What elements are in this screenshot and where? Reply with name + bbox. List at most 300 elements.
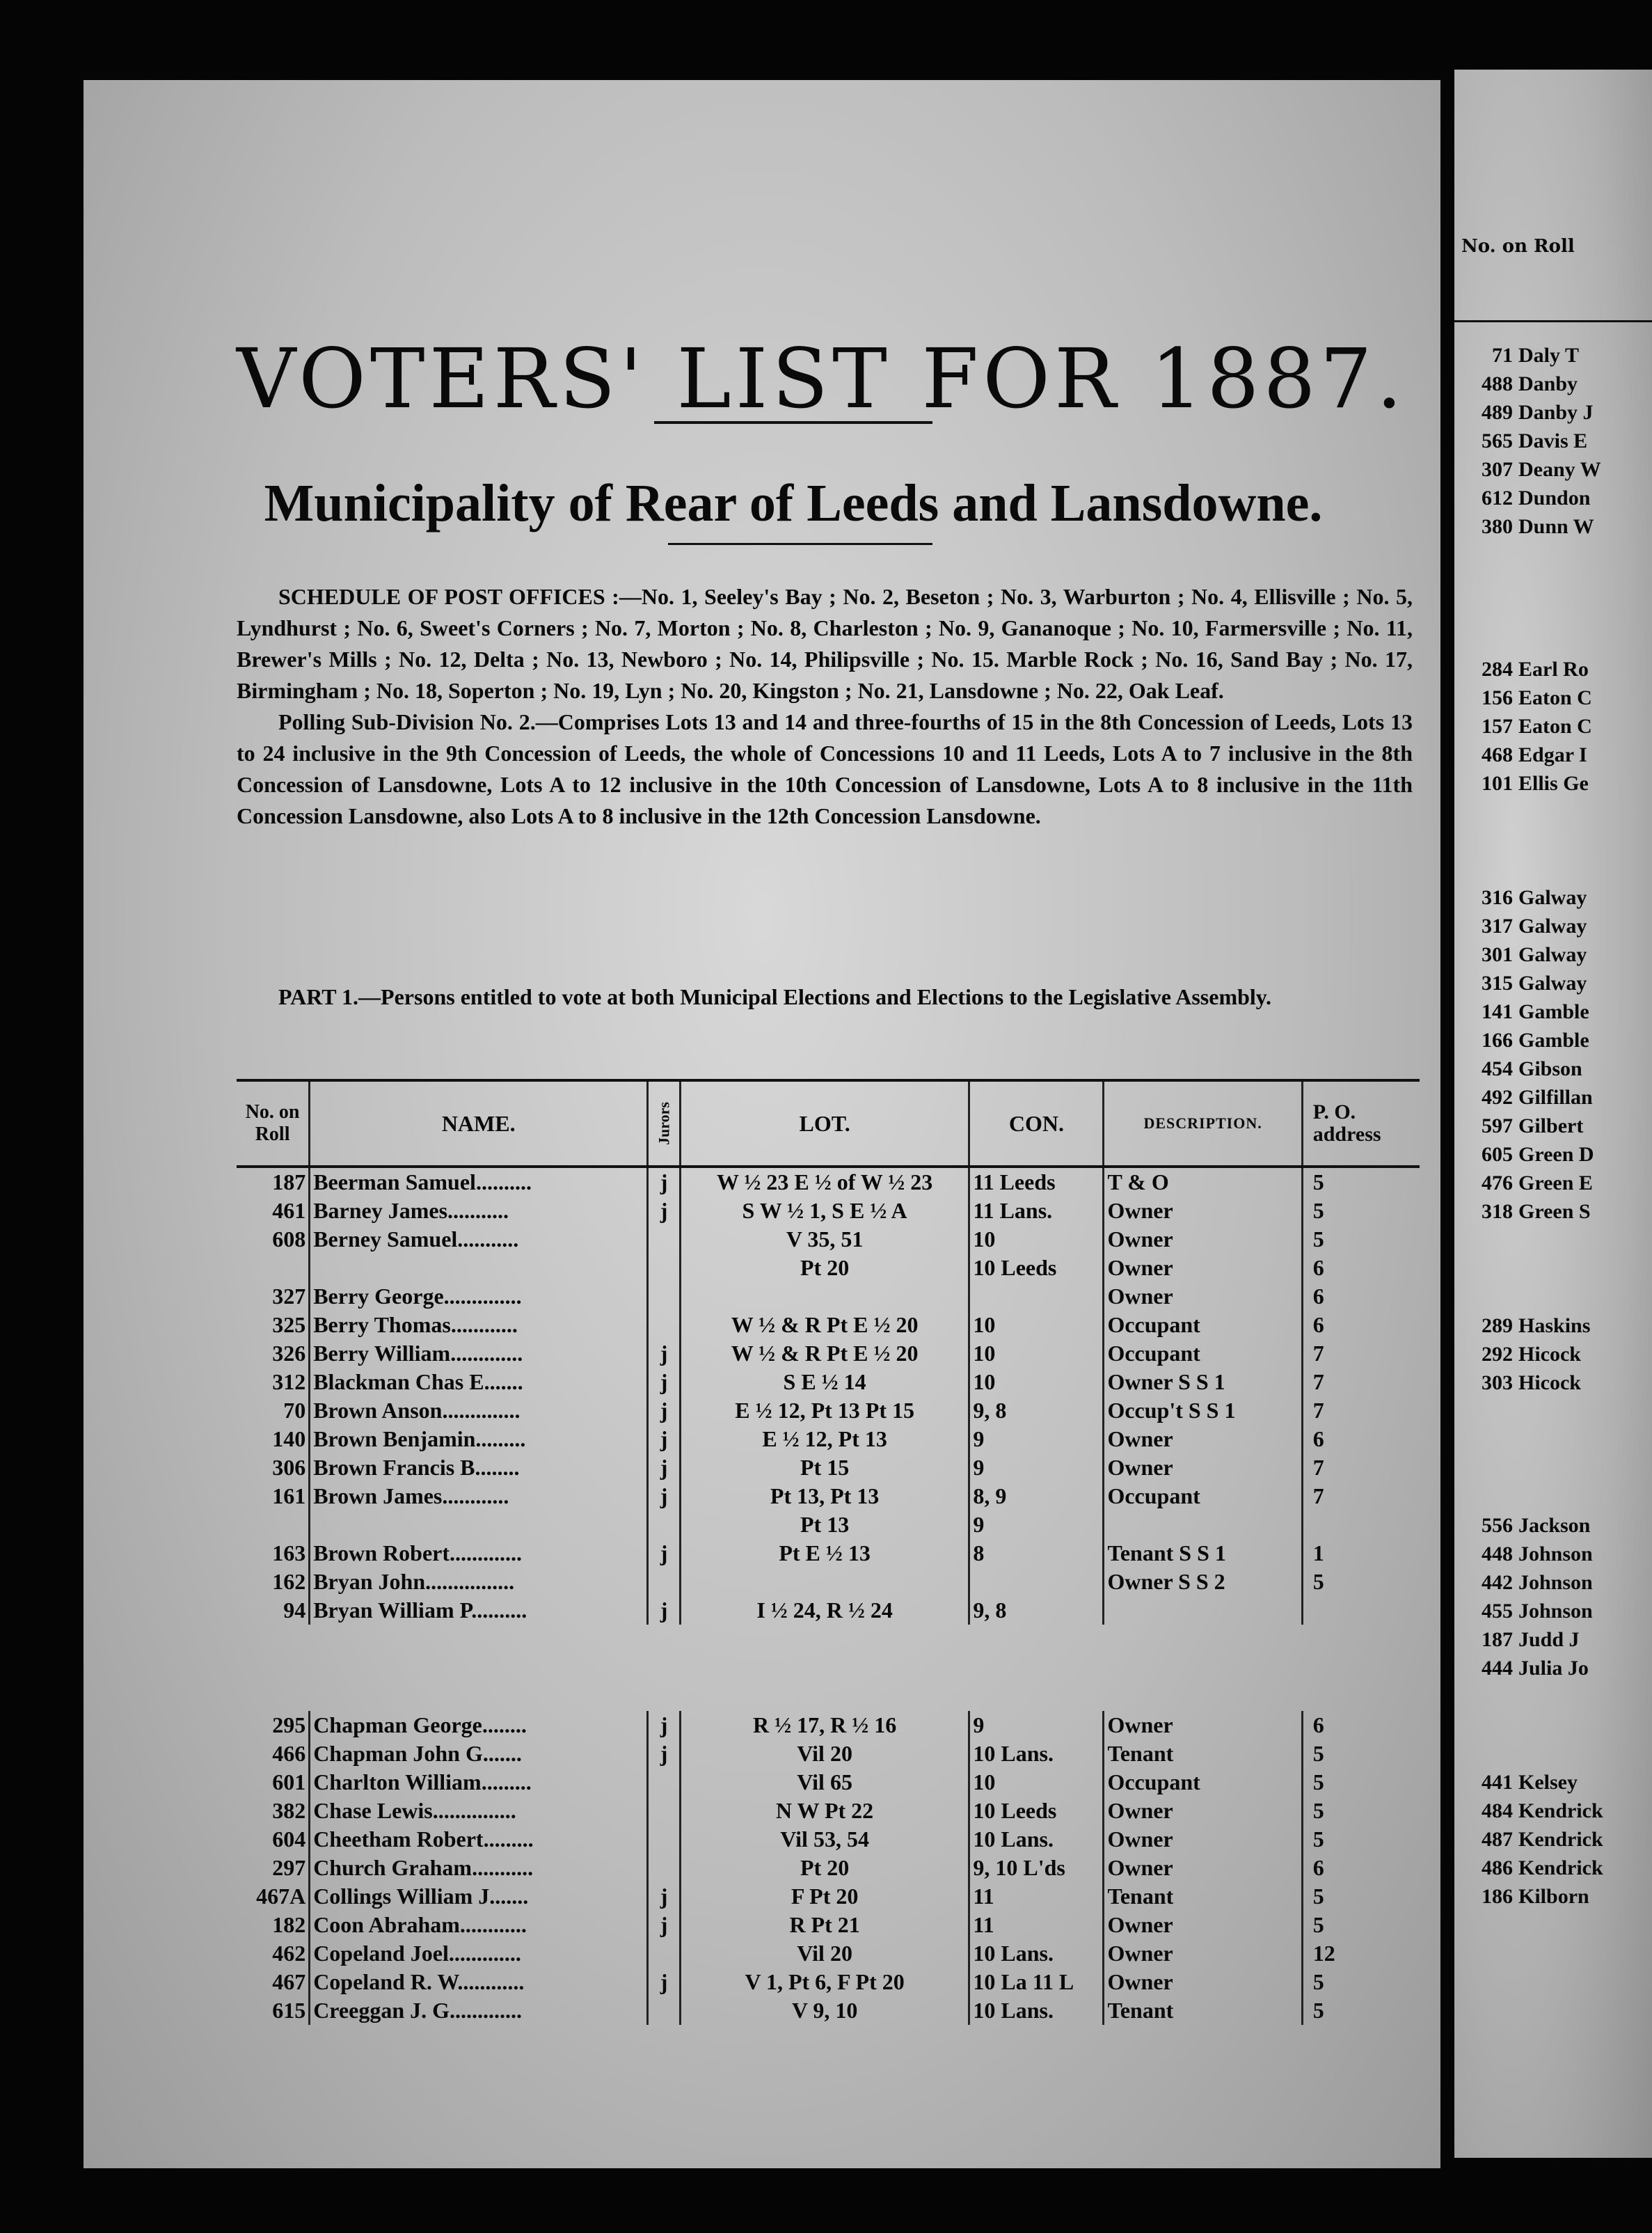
right-roll-cell: 448 [1482, 1542, 1513, 1565]
po-cell: 6 [1302, 1854, 1420, 1882]
con-cell: 10 Lans. [969, 1939, 1104, 1968]
right-roll-cell: 488 [1482, 372, 1513, 395]
right-table-row [1454, 1112, 1606, 1140]
right-roll-cell: 441 [1482, 1770, 1513, 1794]
right-name-cell: Green S [1518, 1199, 1591, 1223]
po-cell: 5 [1302, 1225, 1420, 1254]
roll-cell: 163 [272, 1540, 306, 1565]
gap-cell [1454, 626, 1606, 655]
right-name-cell: Julia Jo [1518, 1656, 1589, 1680]
right-table-row [1454, 370, 1606, 398]
description-cell: Owner S S 2 [1104, 1568, 1302, 1596]
description-cell: T & O [1104, 1167, 1302, 1197]
po-cell: 5 [1302, 1996, 1420, 2025]
con-cell [969, 1282, 1104, 1311]
right-roll-cell: 186 [1482, 1884, 1513, 1908]
right-table-row [1454, 455, 1606, 484]
roll-cell: 94 [283, 1597, 306, 1623]
right-name-cell: Dundon [1518, 486, 1591, 510]
description-cell: Owner [1104, 1911, 1302, 1939]
right-name-cell: Hicock [1518, 1342, 1581, 1366]
right-table-row [1454, 484, 1606, 512]
description-cell: Occupant [1104, 1482, 1302, 1510]
juror-cell: j [648, 1425, 681, 1453]
page-title: VOTERS' LIST FOR 1887. [237, 331, 1407, 427]
lot-cell: Pt 13 [680, 1510, 969, 1539]
right-name-cell: Daly T [1518, 343, 1579, 367]
right-roll-cell: 476 [1482, 1171, 1513, 1194]
right-gap-row [1454, 1254, 1606, 1283]
table-row [237, 1282, 1420, 1311]
po-cell: 12 [1302, 1939, 1420, 1968]
right-name-cell: Davis E [1518, 429, 1588, 452]
description-cell [1104, 1510, 1302, 1539]
description-cell: Owner [1104, 1854, 1302, 1882]
roll-cell [237, 1510, 310, 1539]
roll-cell: 615 [272, 1998, 306, 2023]
lot-cell: N W Pt 22 [680, 1797, 969, 1825]
title-divider [654, 421, 932, 424]
roll-cell: 601 [272, 1769, 306, 1794]
name-cell: Coon Abraham............ [310, 1911, 648, 1939]
lot-cell: Pt E ½ 13 [680, 1539, 969, 1568]
po-cell: 6 [1302, 1425, 1420, 1453]
right-name-cell: Gamble [1518, 1000, 1589, 1023]
juror-cell [648, 1825, 681, 1854]
po-cell: 5 [1302, 1768, 1420, 1797]
lot-cell: E ½ 12, Pt 13 [680, 1425, 969, 1453]
lot-cell: S E ½ 14 [680, 1368, 969, 1396]
right-roll-cell: 156 [1482, 686, 1513, 709]
name-cell: Berney Samuel........... [310, 1225, 648, 1254]
description-cell: Owner [1104, 1254, 1302, 1282]
lot-cell: I ½ 24, R ½ 24 [680, 1596, 969, 1625]
juror-cell: j [648, 1167, 681, 1197]
roll-cell: 162 [272, 1569, 306, 1594]
juror-cell: j [648, 1711, 681, 1739]
right-name-cell: Kilborn [1518, 1884, 1589, 1908]
gap-cell [1454, 826, 1606, 855]
right-gap-row [1454, 1226, 1606, 1254]
right-table-row [1454, 769, 1606, 798]
right-table-row [1454, 712, 1606, 741]
right-name-cell: Gilbert [1518, 1114, 1584, 1137]
name-cell [310, 1510, 648, 1539]
header-po-address: P. O. address [1302, 1080, 1420, 1167]
right-table-row [1454, 1511, 1606, 1540]
right-gap-row [1454, 855, 1606, 883]
roll-cell: 466 [272, 1741, 306, 1766]
roll-cell: 187 [272, 1169, 306, 1194]
name-cell: Beerman Samuel.......... [310, 1167, 648, 1197]
lot-cell: Pt 15 [680, 1453, 969, 1482]
po-cell: 6 [1302, 1711, 1420, 1739]
lot-cell: R ½ 17, R ½ 16 [680, 1711, 969, 1739]
con-cell: 11 [969, 1911, 1104, 1939]
right-table-row [1454, 1654, 1606, 1682]
right-name-cell: Kelsey [1518, 1770, 1578, 1794]
description-cell: Tenant S S 1 [1104, 1539, 1302, 1568]
po-cell: 5 [1302, 1568, 1420, 1596]
po-cell: 6 [1302, 1254, 1420, 1282]
right-name-cell: Judd J [1518, 1627, 1580, 1651]
header-name: NAME. [310, 1080, 648, 1167]
municipality-heading: Municipality of Rear of Leeds and Lansdowne. [264, 474, 1323, 532]
right-roll-cell: 303 [1482, 1371, 1513, 1394]
con-cell: 8 [969, 1539, 1104, 1568]
polling-division: Polling Sub-Division No. 2.—Comprises Lots 13 and 14 and three-fourths of 15 in the 8th Concession of Leeds, Lots 13 to 24 inclusive in the 9th Concession of Leeds, the whole of Concessions 10 and 11 Leeds, Lots A to 7 inclusive in the 8th Concession of Lansdowne, Lots A to 12 inclusive in the 10th Concession of Lansdowne, Lots A to 8 inclusive in the 11th Concession Lansdowne, also Lots A to 8 inclusive in the 12th Concession Lansdowne. [237, 709, 1413, 828]
right-name-cell: Deany W [1518, 457, 1601, 481]
gap-cell [1454, 1483, 1606, 1511]
right-table-row [1454, 940, 1606, 969]
po-cell [1302, 1510, 1420, 1539]
table-row [237, 1225, 1420, 1254]
po-cell [1302, 1596, 1420, 1625]
name-cell: Berry Thomas............ [310, 1311, 648, 1339]
right-roll-cell: 101 [1482, 771, 1513, 795]
schedule-post-offices: SCHEDULE OF POST OFFICES :—No. 1, Seeley's Bay ; No. 2, Beseton ; No. 3, Warburton ; No. 4, Ellisville ; No. 5, Lyndhurst ; No. 6, Sweet's Corners ; No. 7, Morton ; No. 8, Charleston ; No. 9, Gananoque ; No. 10, Farmersville ; No. 11, Brewer's Mills ; No. 12, Delta ; No. 13, Newboro ; No. 14, Philipsville ; No. 15. Marble Rock ; No. 16, Sand Bay ; No. 17, Birmingham ; No. 18, Soperton ; No. 19, Lyn ; No. 20, Kingston ; No. 21, Lansdowne ; No. 22, Oak Leaf. [237, 584, 1413, 703]
right-name-cell: Gilfillan [1518, 1085, 1593, 1109]
right-roll-cell: 315 [1482, 971, 1513, 995]
right-name-cell: Kendrick [1518, 1799, 1603, 1822]
name-cell: Collings William J....... [310, 1882, 648, 1911]
table-row [237, 1939, 1420, 1968]
juror-cell: j [648, 1968, 681, 1996]
name-cell: Brown James............ [310, 1482, 648, 1510]
description-cell: Owner [1104, 1425, 1302, 1453]
right-table-row [1454, 1568, 1606, 1597]
roll-cell: 461 [272, 1198, 306, 1223]
right-table-row [1454, 684, 1606, 712]
right-roll-cell: 318 [1482, 1199, 1513, 1223]
name-cell [310, 1254, 648, 1282]
right-roll-cell: 468 [1482, 743, 1513, 766]
gap-cell [1454, 1226, 1606, 1254]
header-con: CON. [969, 1080, 1104, 1167]
right-gap-row [1454, 1739, 1606, 1768]
header-description: DESCRIPTION. [1104, 1080, 1302, 1167]
schedule-text [237, 581, 1413, 832]
roll-cell: 140 [272, 1426, 306, 1451]
left-page [84, 80, 1440, 2168]
roll-cell: 70 [283, 1398, 306, 1423]
gap-cell [1454, 1454, 1606, 1483]
description-cell: Owner [1104, 1968, 1302, 1996]
gap-cell [1454, 1711, 1606, 1739]
juror-cell [648, 1311, 681, 1339]
roll-cell: 306 [272, 1455, 306, 1480]
right-name-cell: Johnson [1518, 1599, 1593, 1623]
con-cell: 9, 8 [969, 1396, 1104, 1425]
right-gap-row [1454, 1426, 1606, 1454]
juror-cell: j [648, 1596, 681, 1625]
po-cell: 7 [1302, 1482, 1420, 1510]
gap-cell [1454, 1426, 1606, 1454]
description-cell: Owner [1104, 1225, 1302, 1254]
right-roll-cell: 597 [1482, 1114, 1513, 1137]
juror-cell: j [648, 1396, 681, 1425]
po-cell: 5 [1302, 1167, 1420, 1197]
roll-cell: 467 [272, 1969, 306, 1994]
po-cell: 6 [1302, 1311, 1420, 1339]
right-header: No. on Roll [1461, 236, 1575, 257]
con-cell: 9, 10 L'ds [969, 1854, 1104, 1882]
right-table-row [1454, 1026, 1606, 1055]
description-cell: Tenant [1104, 1996, 1302, 2025]
right-name-cell: Edgar I [1518, 743, 1587, 766]
table-row [237, 1711, 1420, 1739]
right-gap-row [1454, 1682, 1606, 1711]
con-cell: 10 La 11 L [969, 1968, 1104, 1996]
table-row [237, 1197, 1420, 1225]
right-voters-table [1454, 341, 1606, 1911]
lot-cell: Pt 13, Pt 13 [680, 1482, 969, 1510]
lot-cell: R Pt 21 [680, 1911, 969, 1939]
right-table-row [1454, 1797, 1606, 1825]
right-roll-cell: 565 [1482, 429, 1513, 452]
po-cell: 5 [1302, 1197, 1420, 1225]
description-cell: Owner [1104, 1282, 1302, 1311]
con-cell: 9, 8 [969, 1596, 1104, 1625]
right-roll-cell: 489 [1482, 400, 1513, 424]
con-cell: 9 [969, 1711, 1104, 1739]
lot-cell: Vil 20 [680, 1739, 969, 1768]
table-row [237, 1882, 1420, 1911]
description-cell: Owner S S 1 [1104, 1368, 1302, 1396]
con-cell: 10 [969, 1339, 1104, 1368]
right-roll-cell: 556 [1482, 1513, 1513, 1537]
right-table-row [1454, 883, 1606, 912]
right-name-cell: Johnson [1518, 1570, 1593, 1594]
juror-cell [648, 1568, 681, 1596]
right-roll-cell: 487 [1482, 1827, 1513, 1851]
name-cell: Copeland Joel............. [310, 1939, 648, 1968]
gap-cell [1454, 569, 1606, 598]
table-row [237, 1311, 1420, 1339]
po-cell: 5 [1302, 1911, 1420, 1939]
juror-cell [648, 1768, 681, 1797]
po-cell: 5 [1302, 1797, 1420, 1825]
juror-cell: j [648, 1339, 681, 1368]
lot-cell: S W ½ 1, S E ½ A [680, 1197, 969, 1225]
po-cell: 5 [1302, 1968, 1420, 1996]
right-table-row [1454, 655, 1606, 684]
roll-cell: 325 [272, 1312, 306, 1337]
lot-cell: W ½ & R Pt E ½ 20 [680, 1311, 969, 1339]
right-roll-cell: 492 [1482, 1085, 1513, 1109]
table-row [237, 1739, 1420, 1768]
con-cell: 10 [969, 1368, 1104, 1396]
name-cell: Charlton William......... [310, 1768, 648, 1797]
table-row [237, 1254, 1420, 1282]
right-roll-cell: 166 [1482, 1028, 1513, 1052]
roll-cell: 382 [272, 1798, 306, 1823]
table-header-row [237, 1080, 1420, 1167]
table-row [237, 1539, 1420, 1568]
description-cell: Occupant [1104, 1768, 1302, 1797]
right-table-row [1454, 969, 1606, 997]
juror-cell [648, 1996, 681, 2025]
gap-cell [1454, 798, 1606, 826]
juror-cell [648, 1939, 681, 1968]
name-cell: Bryan John................ [310, 1568, 648, 1596]
subtitle-divider [668, 543, 932, 545]
right-name-cell: Jackson [1518, 1513, 1591, 1537]
voters-table [237, 1079, 1420, 2025]
table-row [237, 1453, 1420, 1482]
po-cell: 7 [1302, 1339, 1420, 1368]
right-table-row [1454, 1311, 1606, 1340]
con-cell: 10 [969, 1768, 1104, 1797]
roll-cell: 326 [272, 1341, 306, 1366]
name-cell: Chapman George........ [310, 1711, 648, 1739]
right-name-cell: Green D [1518, 1142, 1594, 1166]
name-cell: Brown Francis B........ [310, 1453, 648, 1482]
lot-cell: Pt 20 [680, 1254, 969, 1282]
table-row [237, 1396, 1420, 1425]
po-cell: 5 [1302, 1882, 1420, 1911]
right-name-cell: Galway [1518, 942, 1587, 966]
right-roll-cell: 71 [1492, 343, 1513, 367]
description-cell: Owner [1104, 1453, 1302, 1482]
table-row [237, 1968, 1420, 1996]
con-cell: 9 [969, 1510, 1104, 1539]
right-table-row [1454, 1197, 1606, 1226]
con-cell: 11 [969, 1882, 1104, 1911]
po-cell: 7 [1302, 1396, 1420, 1425]
gap-cell [1454, 1682, 1606, 1711]
header-roll: No. on Roll [237, 1080, 310, 1167]
right-name-cell: Green E [1518, 1171, 1593, 1194]
table-row [237, 1167, 1420, 1197]
lot-cell: V 1, Pt 6, F Pt 20 [680, 1968, 969, 1996]
po-cell: 6 [1302, 1282, 1420, 1311]
right-roll-cell: 292 [1482, 1342, 1513, 1366]
name-cell: Brown Robert............. [310, 1539, 648, 1568]
table-row [237, 1568, 1420, 1596]
right-table-row [1454, 1140, 1606, 1169]
description-cell: Owner [1104, 1711, 1302, 1739]
right-roll-cell: 301 [1482, 942, 1513, 966]
juror-cell [648, 1225, 681, 1254]
roll-cell: 295 [272, 1712, 306, 1737]
right-roll-cell: 157 [1482, 714, 1513, 738]
po-cell: 7 [1302, 1453, 1420, 1482]
table-row [237, 1425, 1420, 1453]
roll-cell: 312 [272, 1369, 306, 1394]
lot-cell: Vil 20 [680, 1939, 969, 1968]
roll-cell: 467A [256, 1884, 306, 1909]
description-cell: Occupant [1104, 1339, 1302, 1368]
description-cell: Occupant [1104, 1311, 1302, 1339]
po-cell: 5 [1302, 1739, 1420, 1768]
con-cell: 10 Lans. [969, 1996, 1104, 2025]
name-cell: Copeland R. W............ [310, 1968, 648, 1996]
lot-cell: W ½ & R Pt E ½ 20 [680, 1339, 969, 1368]
name-cell: Chapman John G....... [310, 1739, 648, 1768]
juror-cell: j [648, 1882, 681, 1911]
table-gap-row [237, 1625, 1420, 1711]
description-cell [1104, 1596, 1302, 1625]
header-lot: LOT. [680, 1080, 969, 1167]
right-name-cell: Kendrick [1518, 1827, 1603, 1851]
right-name-cell: Kendrick [1518, 1856, 1603, 1879]
right-name-cell: Earl Ro [1518, 657, 1589, 681]
description-cell: Owner [1104, 1825, 1302, 1854]
con-cell: 10 [969, 1225, 1104, 1254]
roll-cell: 161 [272, 1483, 306, 1508]
right-roll-cell: 380 [1482, 514, 1513, 538]
juror-cell [648, 1282, 681, 1311]
right-table-row [1454, 1340, 1606, 1368]
right-table-row [1454, 1169, 1606, 1197]
name-cell: Cheetham Robert......... [310, 1825, 648, 1854]
right-name-cell: Johnson [1518, 1542, 1593, 1565]
right-name-cell: Hicock [1518, 1371, 1581, 1394]
roll-cell: 182 [272, 1912, 306, 1937]
po-cell: 5 [1302, 1825, 1420, 1854]
lot-cell: V 35, 51 [680, 1225, 969, 1254]
po-cell: 7 [1302, 1368, 1420, 1396]
gap-cell [1454, 1254, 1606, 1283]
juror-cell: j [648, 1482, 681, 1510]
description-cell: Tenant [1104, 1882, 1302, 1911]
right-table-row [1454, 1597, 1606, 1625]
header-jurors: Jurors [648, 1080, 681, 1167]
right-name-cell: Eaton C [1518, 686, 1592, 709]
right-gap-row [1454, 798, 1606, 826]
description-cell: Owner [1104, 1197, 1302, 1225]
juror-cell [648, 1854, 681, 1882]
right-table-row [1454, 398, 1606, 427]
right-roll-cell: 187 [1482, 1627, 1513, 1651]
right-table-row [1454, 512, 1606, 541]
description-cell: Occup't S S 1 [1104, 1396, 1302, 1425]
juror-cell: j [648, 1197, 681, 1225]
right-roll-cell: 141 [1482, 1000, 1513, 1023]
right-name-cell: Danby J [1518, 400, 1594, 424]
con-cell: 10 Leeds [969, 1254, 1104, 1282]
right-table-row [1454, 741, 1606, 769]
right-name-cell: Galway [1518, 971, 1587, 995]
right-gap-row [1454, 1483, 1606, 1511]
right-roll-cell: 612 [1482, 486, 1513, 510]
gap-cell [1454, 1397, 1606, 1426]
name-cell: Berry George.............. [310, 1282, 648, 1311]
lot-cell: Vil 53, 54 [680, 1825, 969, 1854]
right-header-rule [1454, 320, 1652, 322]
right-gap-row [1454, 1397, 1606, 1426]
roll-cell: 608 [272, 1226, 306, 1252]
con-cell: 9 [969, 1453, 1104, 1482]
con-cell: 8, 9 [969, 1482, 1104, 1510]
part-heading: PART 1.—Persons entitled to vote at both Municipal Elections and Elections to the Legislative Assembly. [278, 984, 1272, 1009]
right-roll-cell: 444 [1482, 1656, 1513, 1680]
right-table-row [1454, 1768, 1606, 1797]
gap-cell [1454, 1739, 1606, 1768]
right-table-row [1454, 1368, 1606, 1397]
right-gap-row [1454, 1454, 1606, 1483]
right-name-cell: Galway [1518, 885, 1587, 909]
gap-cell [1454, 855, 1606, 883]
con-cell: 11 Lans. [969, 1197, 1104, 1225]
right-roll-cell: 442 [1482, 1570, 1513, 1594]
right-name-cell: Gibson [1518, 1057, 1582, 1080]
right-table-row [1454, 912, 1606, 940]
right-roll-cell: 317 [1482, 914, 1513, 938]
con-cell: 10 Lans. [969, 1825, 1104, 1854]
table-row [237, 1854, 1420, 1882]
